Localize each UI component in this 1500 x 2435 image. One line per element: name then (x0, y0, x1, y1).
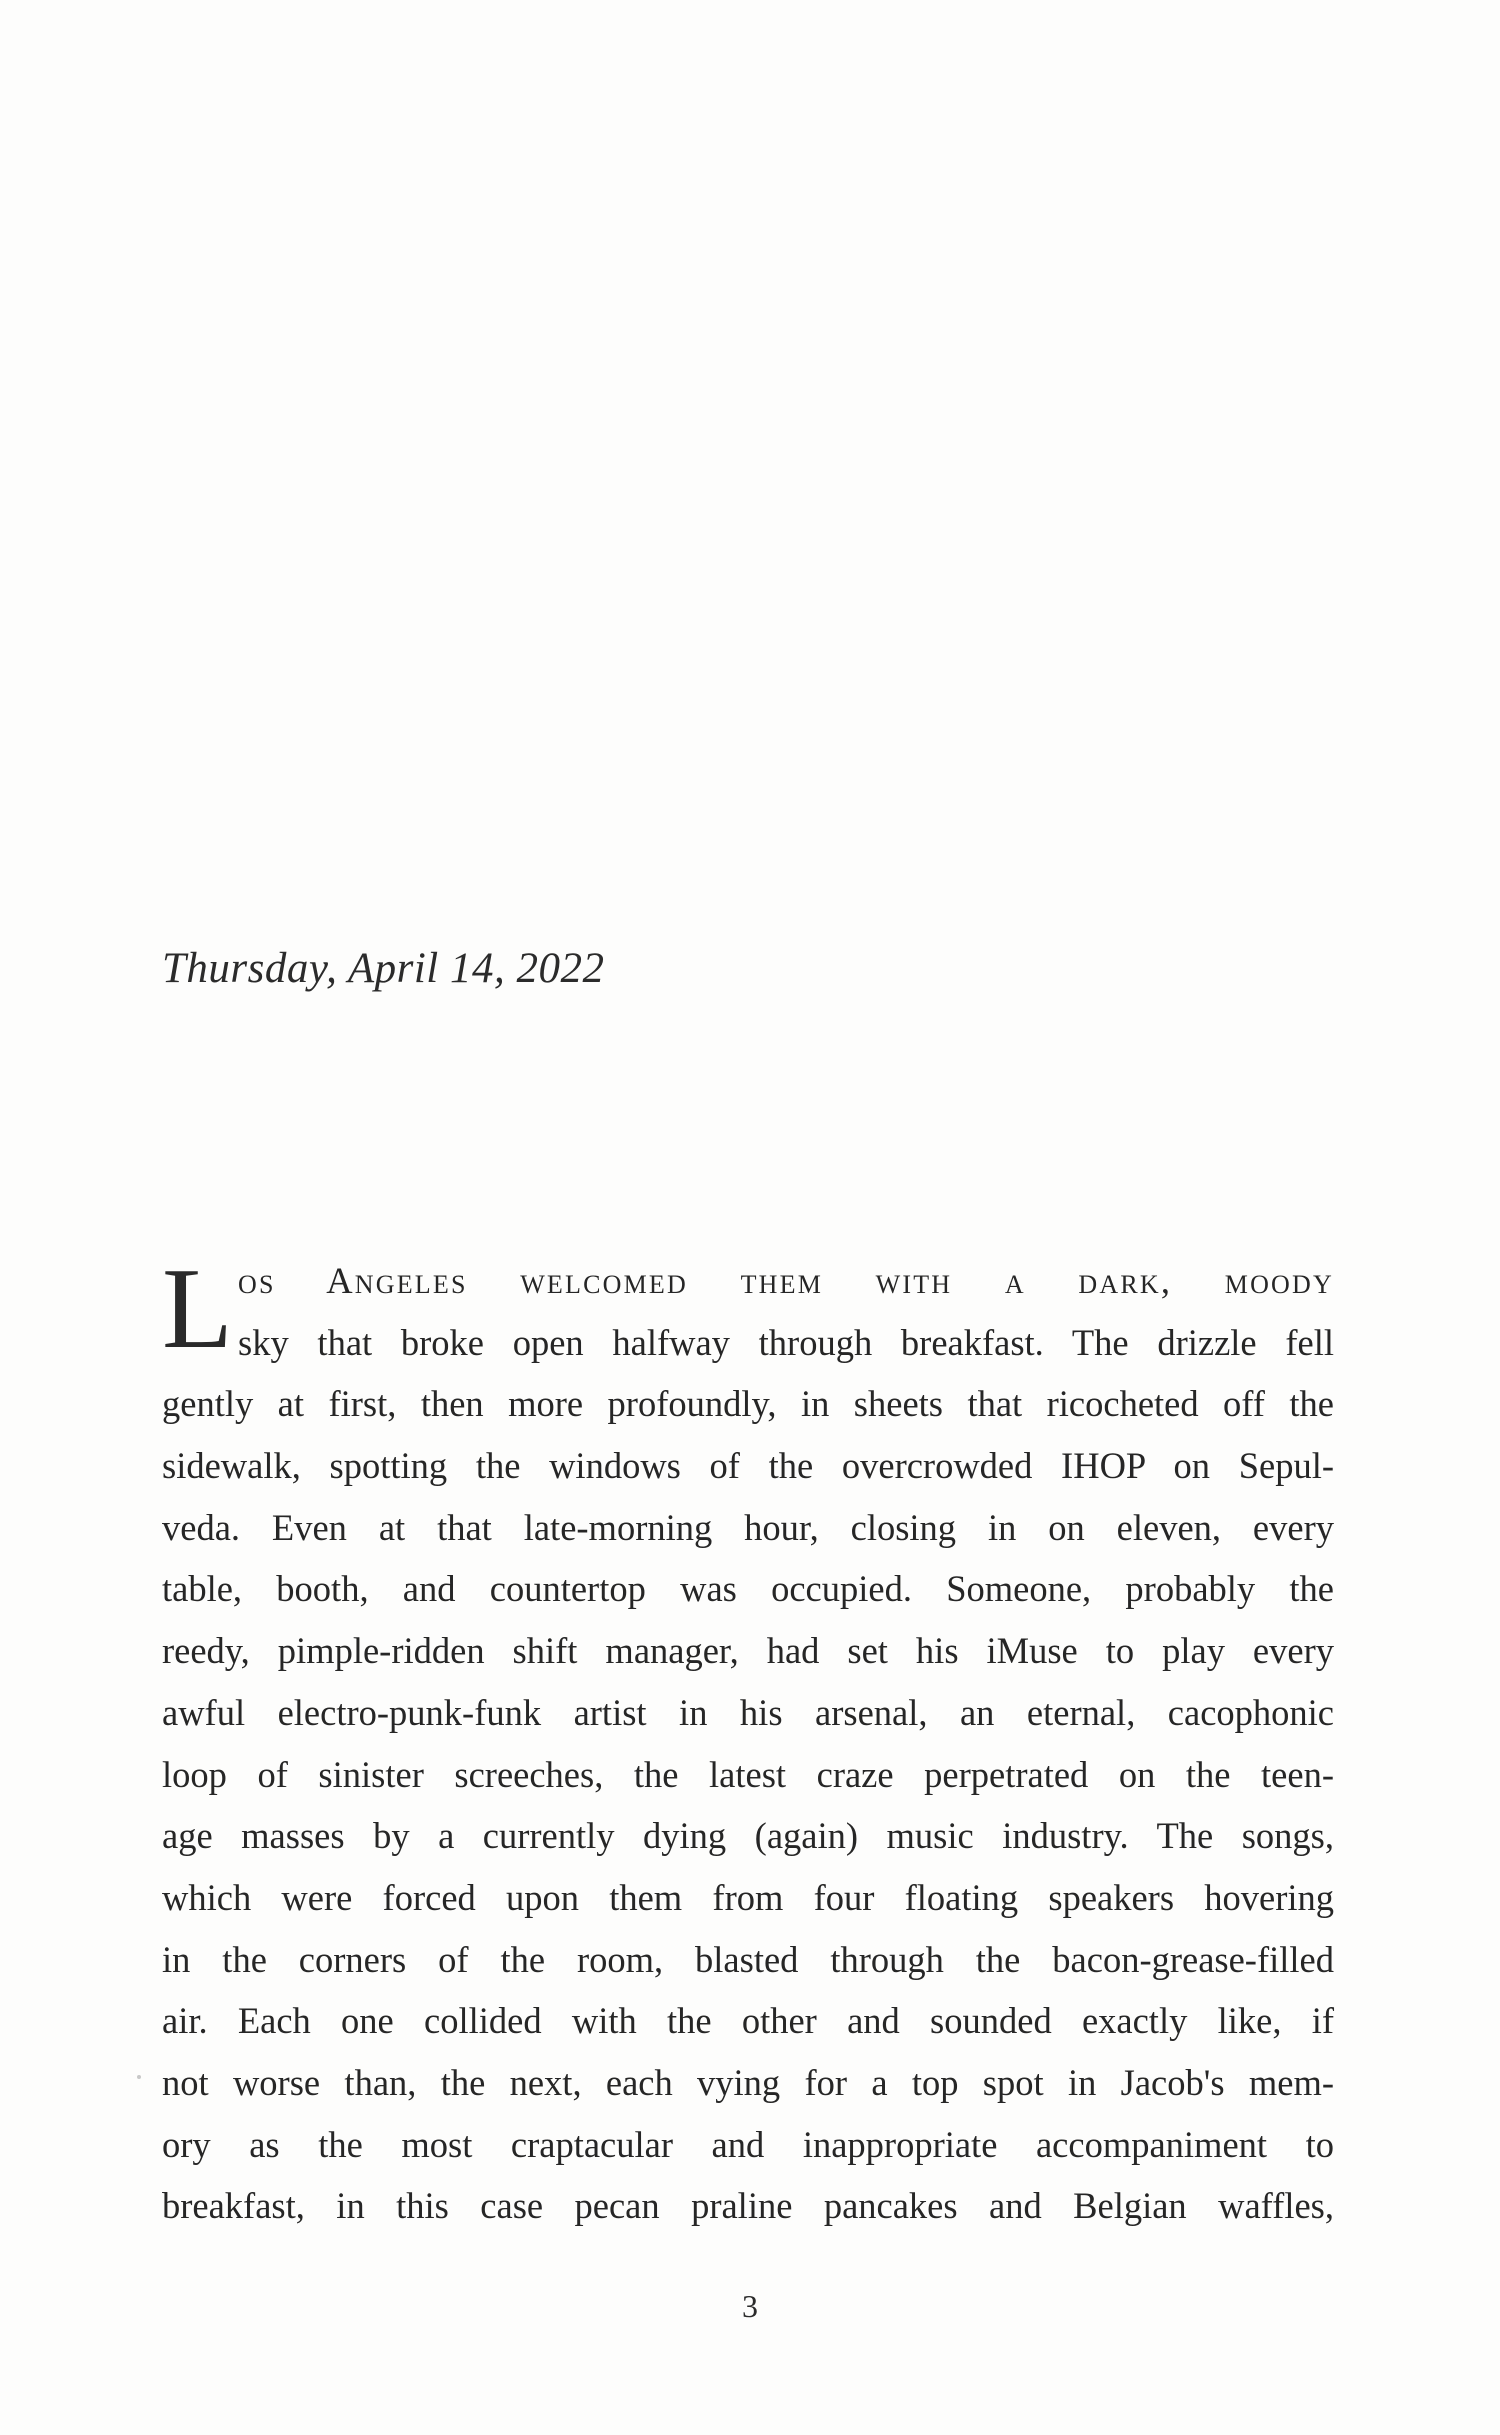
page-number: 3 (742, 2288, 758, 2324)
paragraph-line: gently at first, then more profoundly, in sheets that ricocheted off the (162, 1383, 1334, 1425)
paragraph-line: age masses by a currently dying (again) music industry. The songs, (162, 1815, 1334, 1857)
opening-small-caps: os Angeles welcomed them with a dark, moody (238, 1260, 1334, 1301)
paragraph-line: in the corners of the room, blasted through the bacon-grease-filled (162, 1938, 1334, 1980)
paragraph-line: sidewalk, spotting the windows of the overcrowded IHOP on Sepul- (162, 1445, 1334, 1487)
body-paragraph (162, 1245, 1334, 2237)
paragraph-line: table, booth, and countertop was occupied. Someone, probably the (162, 1568, 1334, 1610)
paragraph-line: awful electro-punk-funk artist in his arsenal, an eternal, cacophonic (162, 1691, 1334, 1733)
paragraph-line: reedy, pimple-ridden shift manager, had set his iMuse to play every (162, 1630, 1334, 1672)
paragraph-line: not worse than, the next, each vying for a top spot in Jacob's mem- (162, 2061, 1334, 2103)
scan-speck (137, 2075, 141, 2079)
paragraph-line: breakfast, in this case pecan praline pancakes and Belgian waffles, (162, 2185, 1334, 2227)
paragraph-line: air. Each one collided with the other and sounded exactly like, if (162, 2000, 1334, 2042)
paragraph-line: loop of sinister screeches, the latest craze perpetrated on the teen- (162, 1753, 1334, 1795)
paragraph-line: which were forced upon them from four floating speakers hovering (162, 1876, 1334, 1918)
paragraph-line: veda. Even at that late-morning hour, closing in on eleven, every (162, 1506, 1334, 1548)
drop-cap: L (162, 1245, 233, 1373)
paragraph-line: ory as the most craptacular and inappropriate accompaniment to (162, 2123, 1334, 2165)
chapter-date: Thursday, April 14, 2022 (162, 945, 605, 992)
paragraph-line: sky that broke open halfway through breakfast. The drizzle fell (238, 1321, 1334, 1363)
